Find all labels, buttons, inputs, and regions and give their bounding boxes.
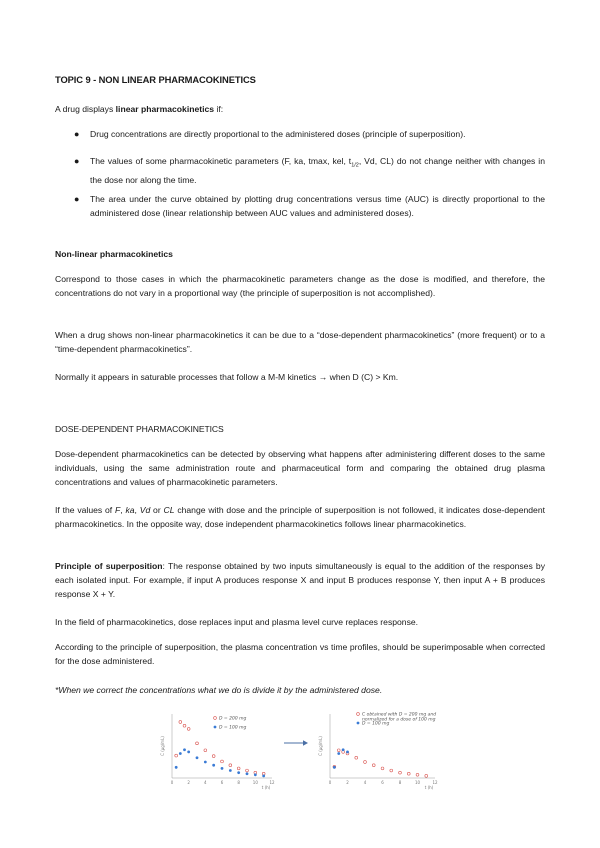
data-point bbox=[196, 756, 199, 759]
data-point bbox=[372, 764, 375, 767]
p2-s1: , bbox=[120, 505, 126, 515]
data-point bbox=[364, 761, 367, 764]
data-point bbox=[346, 750, 349, 753]
intro-end: if: bbox=[214, 104, 224, 114]
p2-ka: ka bbox=[125, 505, 135, 515]
data-point bbox=[175, 754, 178, 757]
p2-s3: or bbox=[150, 505, 164, 515]
x-tick-label: 12 bbox=[432, 780, 438, 785]
bullet-1: Drug concentrations are directly proportional to the administered doses (principle of superposition). bbox=[90, 129, 466, 139]
legend-marker bbox=[214, 717, 217, 720]
chart-left bbox=[160, 708, 280, 796]
nonlinear-p3: Normally it appears in saturable processes that follow a M-M kinetics → when D (C) > Km. bbox=[55, 372, 399, 382]
dose-dependent-p4: In the field of pharmacokinetics, dose replaces input and plasma level curve replaces response. bbox=[55, 617, 419, 627]
data-point bbox=[179, 721, 182, 724]
data-point bbox=[254, 773, 257, 776]
data-point bbox=[204, 749, 207, 752]
data-point bbox=[237, 767, 240, 770]
x-tick-label: 8 bbox=[398, 780, 402, 785]
x-tick-label: 2 bbox=[187, 780, 190, 785]
legend-label bbox=[219, 716, 246, 722]
data-point bbox=[179, 752, 182, 755]
bullet-dot-3: ● bbox=[74, 194, 80, 204]
intro-paragraph bbox=[55, 102, 545, 116]
legend-label-line: normalized for a dose of 100 mg bbox=[362, 717, 436, 723]
x-tick-label: 8 bbox=[237, 780, 240, 785]
legend-label-line: D = 100 mg bbox=[219, 725, 247, 731]
data-point bbox=[425, 774, 428, 777]
p2-s2: , bbox=[134, 505, 140, 515]
legend-label bbox=[362, 721, 389, 727]
data-point bbox=[246, 769, 249, 772]
intro-lead: A drug displays bbox=[55, 104, 116, 114]
data-point bbox=[187, 728, 190, 731]
p2-vd: Vd bbox=[139, 505, 151, 515]
nonlinear-heading: Non-linear pharmacokinetics bbox=[55, 249, 173, 259]
x-tick-label: 12 bbox=[269, 780, 275, 785]
intro-bold: linear pharmacokinetics bbox=[115, 104, 215, 114]
y-axis-label: C (µg/mL) bbox=[160, 736, 165, 756]
x-tick-label: 0 bbox=[328, 780, 332, 785]
data-point bbox=[183, 748, 186, 751]
superposition-paragraph bbox=[55, 559, 545, 601]
data-point bbox=[175, 766, 178, 769]
x-tick-label: 10 bbox=[414, 780, 421, 785]
nonlinear-p1: Correspond to those cases in which the pharmacokinetic parameters change as the dose is modified, and therefore, the concentrations do not vary in a proportional way (the principle of superposition is not accomplished). bbox=[55, 274, 545, 298]
y-axis-label: C (µg/mL) bbox=[318, 736, 323, 756]
chart-right bbox=[318, 708, 443, 796]
data-point bbox=[333, 766, 336, 769]
superposition-term: Principle of superposition bbox=[55, 561, 163, 571]
legend-marker bbox=[357, 722, 360, 725]
data-point bbox=[390, 769, 393, 772]
bullet-dot-1: ● bbox=[74, 129, 80, 139]
data-point bbox=[337, 749, 340, 752]
x-tick-label: 10 bbox=[252, 780, 258, 785]
x-axis-label: t (h) bbox=[424, 785, 434, 790]
bullet-dot-2: ● bbox=[74, 156, 80, 166]
data-point bbox=[381, 767, 384, 770]
data-point bbox=[204, 761, 207, 764]
bullet-2-a: The values of some pharmacokinetic parameters (F, ka, tmax, kel, t bbox=[90, 156, 352, 166]
page-title: TOPIC 9 - NON LINEAR PHARMACOKINETICS bbox=[55, 74, 256, 85]
x-tick-label: 4 bbox=[204, 780, 207, 785]
data-point bbox=[246, 772, 249, 775]
data-point bbox=[229, 764, 232, 767]
dose-dependent-p5: According to the principle of superposition, the plasma concentration vs time profiles, should be superimposable when corrected for the dose administered. bbox=[55, 642, 545, 666]
data-point bbox=[212, 764, 215, 767]
legend-marker bbox=[357, 713, 360, 716]
bullet-2 bbox=[90, 154, 545, 187]
p2-f: F bbox=[114, 505, 121, 515]
x-tick-label: 6 bbox=[381, 780, 384, 785]
data-point bbox=[416, 773, 419, 776]
data-point bbox=[221, 760, 224, 763]
nonlinear-p2: When a drug shows non-linear pharmacokinetics it can be due to a “dose-dependent pharmacokinetics” (more frequent) or to a “time-dependent pharmacokinetics”. bbox=[55, 330, 545, 354]
data-point bbox=[262, 774, 265, 777]
x-axis-label: t (h) bbox=[261, 785, 271, 790]
data-point bbox=[399, 771, 402, 774]
x-tick-label: 4 bbox=[363, 780, 367, 785]
data-point bbox=[337, 752, 340, 755]
bullet-3: The area under the curve obtained by plotting drug concentrations versus time (AUC) is directly proportional to the administered dose (linear relationship between AUC values and administered doses). bbox=[90, 194, 545, 218]
dose-dependent-heading: DOSE-DEPENDENT PHARMACOKINETICS bbox=[55, 424, 224, 434]
superposition-rest: : The response obtained by two inputs simultaneously is equal to the addition of the responses by each isolated input. For example, if input A produces response X and input B produces response Y, then input A + B produces response X + Y. bbox=[55, 561, 545, 599]
bullet-2-sub: 1/2 bbox=[351, 162, 359, 169]
arrow-icon bbox=[283, 738, 309, 748]
p2-b: change with dose and the principle of superposition is not followed, it indicates dose-dependent pharmacokinetics. In the opposite way, dose independent pharmacokinetics follows linear pharmacokinetics. bbox=[55, 505, 545, 529]
p2-cl: CL bbox=[163, 505, 175, 515]
x-tick-label: 2 bbox=[346, 780, 349, 785]
legend-label-line: D = 200 mg bbox=[219, 716, 247, 722]
legend-label-line: D = 100 mg bbox=[362, 721, 390, 727]
bullet-2-b: , Vd, CL) do not change neither with changes in the dose nor along the time. bbox=[90, 156, 545, 185]
x-tick-label: 6 bbox=[220, 780, 224, 785]
data-point bbox=[183, 724, 186, 727]
data-point bbox=[355, 756, 358, 759]
legend-marker bbox=[214, 726, 217, 729]
dose-note: *When we correct the concentrations what we do is divide it by the administered dose. bbox=[55, 685, 383, 695]
dose-dependent-p1: Dose-dependent pharmacokinetics can be detected by observing what happens after administering different doses to the same individuals, using the same administration route and pharmaceutical form and comparing the obtained drug plasma concentrations and values of pharmacokinetic parameters. bbox=[55, 449, 545, 487]
legend-label-line: C obtained with D = 200 mg and bbox=[362, 712, 437, 718]
data-point bbox=[187, 750, 190, 753]
p2-a: If the values of bbox=[55, 505, 115, 515]
legend-label bbox=[219, 725, 246, 731]
data-point bbox=[237, 771, 240, 774]
x-tick-label: 0 bbox=[170, 780, 174, 785]
data-point bbox=[407, 772, 410, 775]
data-point bbox=[196, 742, 199, 745]
data-point bbox=[221, 767, 224, 770]
data-point bbox=[212, 755, 215, 758]
data-point bbox=[342, 748, 345, 751]
data-point bbox=[229, 769, 232, 772]
dose-dependent-p2 bbox=[55, 503, 545, 531]
